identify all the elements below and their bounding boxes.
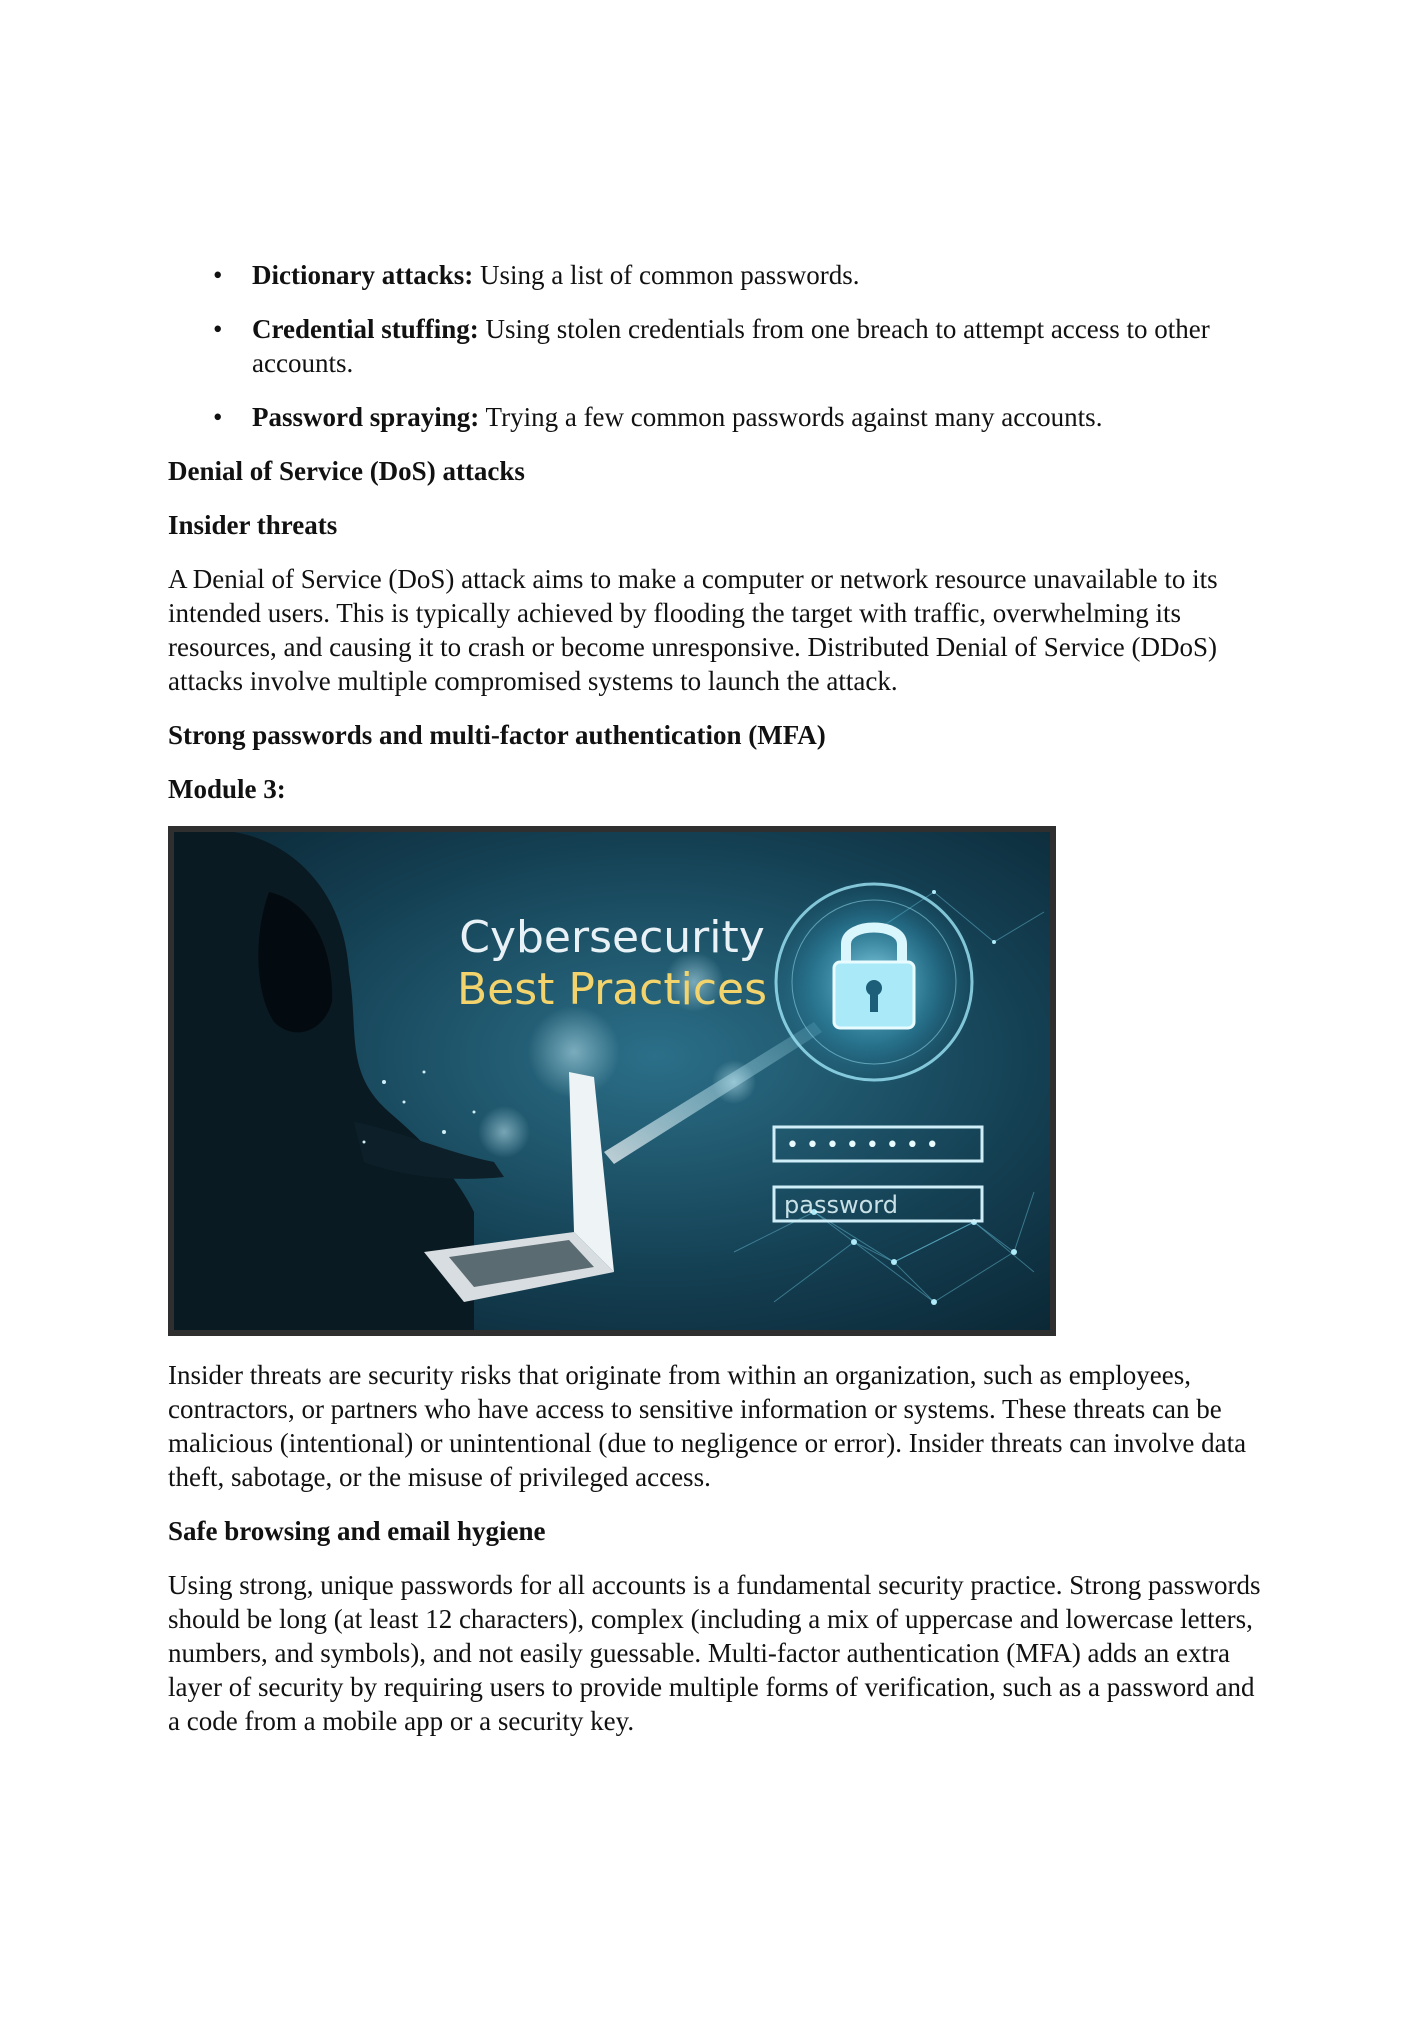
list-item-text: Using stolen credentials from one breach to attempt access to other accounts. xyxy=(252,314,1210,378)
bullet-icon: • xyxy=(213,402,223,432)
paragraph-dos: A Denial of Service (DoS) attack aims to make a computer or network resource unavailable to its intended users. This is typically achieved by flooding the target with traffic, overwhelming its resources, and causing it to crash or become unresponsive. Distributed Denial of Service (DDoS) attacks involve multiple compromised systems to launch the attack. xyxy=(168,564,1218,696)
padlock-graphic xyxy=(769,877,979,1087)
document-content xyxy=(168,258,1273,1758)
password-field-text: password xyxy=(784,1191,898,1219)
heading-safe-browsing: Safe browsing and email hygiene xyxy=(168,1516,546,1546)
list-item-term: Dictionary attacks: xyxy=(252,260,474,290)
list-item xyxy=(168,312,1273,380)
heading-dos: Denial of Service (DoS) attacks xyxy=(168,456,525,486)
masked-field-dots: • • • • • • • • xyxy=(786,1133,939,1158)
paragraph-insider: Insider threats are security risks that originate from within an organization, such as employees, contractors, or partners who have access to sensitive information or systems. These threats can be malicious (intentional) or unintentional (due to negligence or error). Insider threats can involve data theft, sabotage, or the misuse of privileged access. xyxy=(168,1360,1247,1492)
bullet-icon: • xyxy=(213,314,223,344)
heading-passwords-mfa: Strong passwords and multi-factor authentication (MFA) xyxy=(168,720,826,750)
heading-module: Module 3: xyxy=(168,774,286,804)
attack-methods-list xyxy=(168,258,1273,434)
image-title-line1: Cybersecurity xyxy=(459,912,765,963)
list-item-text: Trying a few common passwords against many accounts. xyxy=(479,402,1103,432)
bullet-icon: • xyxy=(213,260,223,290)
image-title-line2: Best Practices xyxy=(456,964,768,1015)
list-item-text: Using a list of common passwords. xyxy=(473,260,860,290)
cybersecurity-image xyxy=(168,826,1056,1336)
cybersecurity-illustration xyxy=(174,832,1050,1330)
list-item xyxy=(168,400,1273,434)
paragraph-passwords: Using strong, unique passwords for all accounts is a fundamental security practice. Strong passwords should be long (at least 12 characters), complex (including a mix of uppercase and lowercase letters, numbers, and symbols), and not easily guessable. Multi-factor authentication (MFA) adds an extra layer of security by requiring users to provide multiple forms of verification, such as a password and a code from a mobile app or a security key. xyxy=(168,1570,1261,1736)
list-item-term: Password spraying: xyxy=(252,402,480,432)
list-item-term: Credential stuffing: xyxy=(252,314,479,344)
list-item xyxy=(168,258,1273,292)
heading-insider: Insider threats xyxy=(168,510,338,540)
